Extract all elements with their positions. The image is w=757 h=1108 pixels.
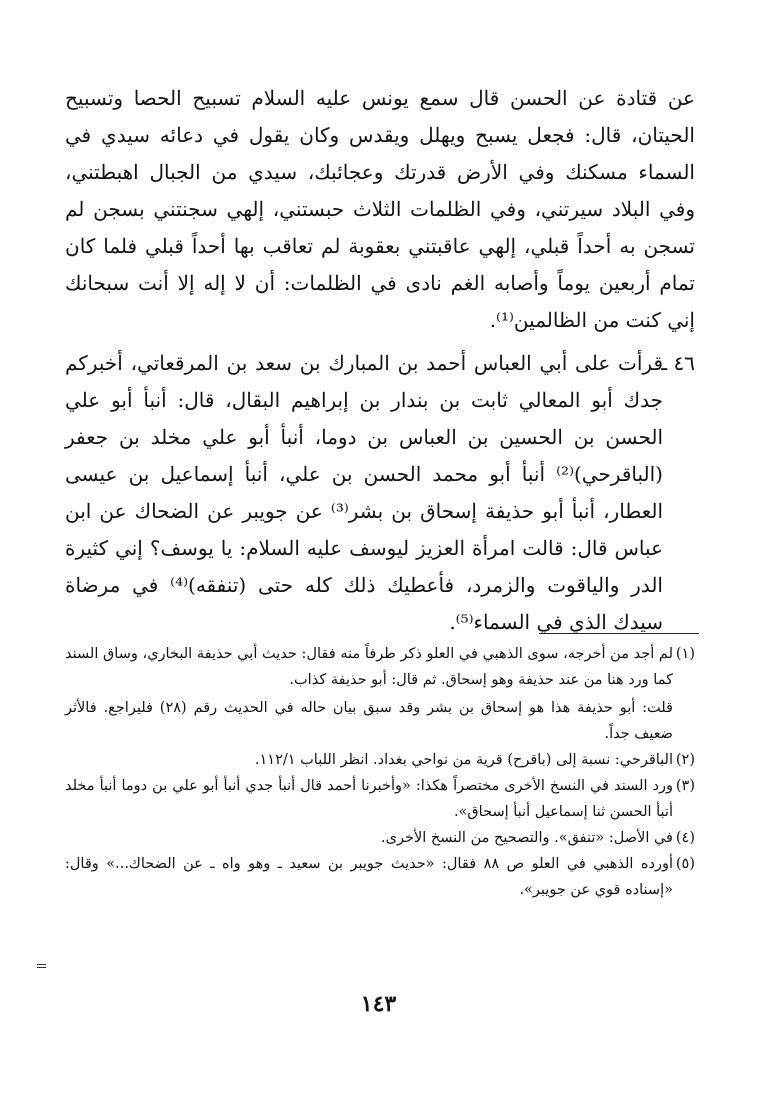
footnote-number: (٥) [675,856,695,872]
main-paragraph-1: عن قتادة عن الحسن قال سمع يونس عليه السلام تسبيح الحصا وتسبيح الحيتان، قال: فجعل يسبح ويهلل ويقدس وكان يقول في دعائه سيدي في السماء مسكنك وفي الأرض قدرتك وعجائبك، سيدي من الجبال اهبطتني، وفي البلاد سيرتني، وفي الظلمات الثلاث حبستني، إلهي سجنتني بسجن لم تسجن به أحداً قبلي، إلهي عاقبتني بعقوبة لم تعاقب بها أحداً قبلي فلما كان تمام أربعين يوماً وأصابه الغم نادى في الظلمات: أن لا إله إلا أنت سبحانك إني كنت من الظالمين⁽¹⁾. [65,86,695,332]
footnote-number: (١) [675,646,695,662]
footnote-1-continuation: قلت: أبو حذيفة هذا هو إسحاق بن بشر وقد سبق بيان حاله في الحديث رقم (٢٨) فليراجع. فالأثر ضعيف جداً. [65,700,673,742]
footnote-separator [539,633,699,634]
footnote-text: لم أجد من أخرجه، سوى الذهبي في العلو ذكر طرفاً منه فقال: حديث أبي حذيفة البخاري، وساق السند كما ورد هنا من عند حذيفة وهو إسحاق. ثم قال: أبو حذيفة كذاب. [65,646,673,688]
footnote-2 [65,747,695,773]
footnote-5 [65,851,695,903]
footnote-4 [65,825,695,851]
hadith-number: ٤٦ ـ [661,351,695,375]
footnote-text: ورد السند في النسخ الأخرى مختصراً هكذا: «وأخبرنا أحمد قال أنبأ جدي أنبأ أبو علي بن دوما أنبأ مخلد أنبأ الحسن ثنا إسماعيل أنبأ إسحاق». [65,778,673,820]
footnotes [65,641,695,903]
page-number: ١٤٣ [360,991,397,1017]
footnote-1 [65,641,695,693]
footnote-number: (٢) [675,752,695,768]
margin-mark [37,964,46,965]
footnote-number: (٤) [675,830,695,846]
hadith-46-paragraph [65,345,695,641]
footnote-number: (٣) [675,778,695,794]
footnote-text: في الأصل: «تنفق». والتصحيح من النسخ الأخرى. [381,830,673,846]
main-text [65,80,695,641]
footnote-text: أورده الذهبي في العلو ص ٨٨ فقال: «حديث جويبر بن سعيد ـ وهو واه ـ عن الضحاك...» وقال: «إسناده قوي عن جويبر». [65,856,674,898]
footnote-3 [65,773,695,825]
hadith-46-text: قرأت على أبي العباس أحمد بن المبارك بن سعد بن المرقعاتي، أخبركم جدك أبو المعالي ثابت بن بندار بن إبراهيم البقال، قال: أنبأ أبو علي الحسن بن الحسين بن العباس بن دوما، أنبأ أبو علي مخلد بن جعفر (الباقرحي)⁽²⁾ أنبأ أبو محمد الحسن بن علي، أنبأ إسماعيل بن عيسى العطار، أنبأ أبو حذيفة إسحاق بن بشر⁽³⁾ عن جويبر عن الضحاك عن ابن عباس قال: قالت امرأة العزيز ليوسف عليه السلام: يا يوسف؟ إني كثيرة الدر والياقوت والزمرد، فأعطيك ذلك كله حتى (تنفقه)⁽⁴⁾ في مرضاة سيدك الذي في السماء⁽⁵⁾. [65,351,663,634]
footnote-text: الباقرحي: نسبة إلى (باقرح) قرية من نواحي بغداد. انظر اللباب ١١٢/١. [254,752,673,768]
